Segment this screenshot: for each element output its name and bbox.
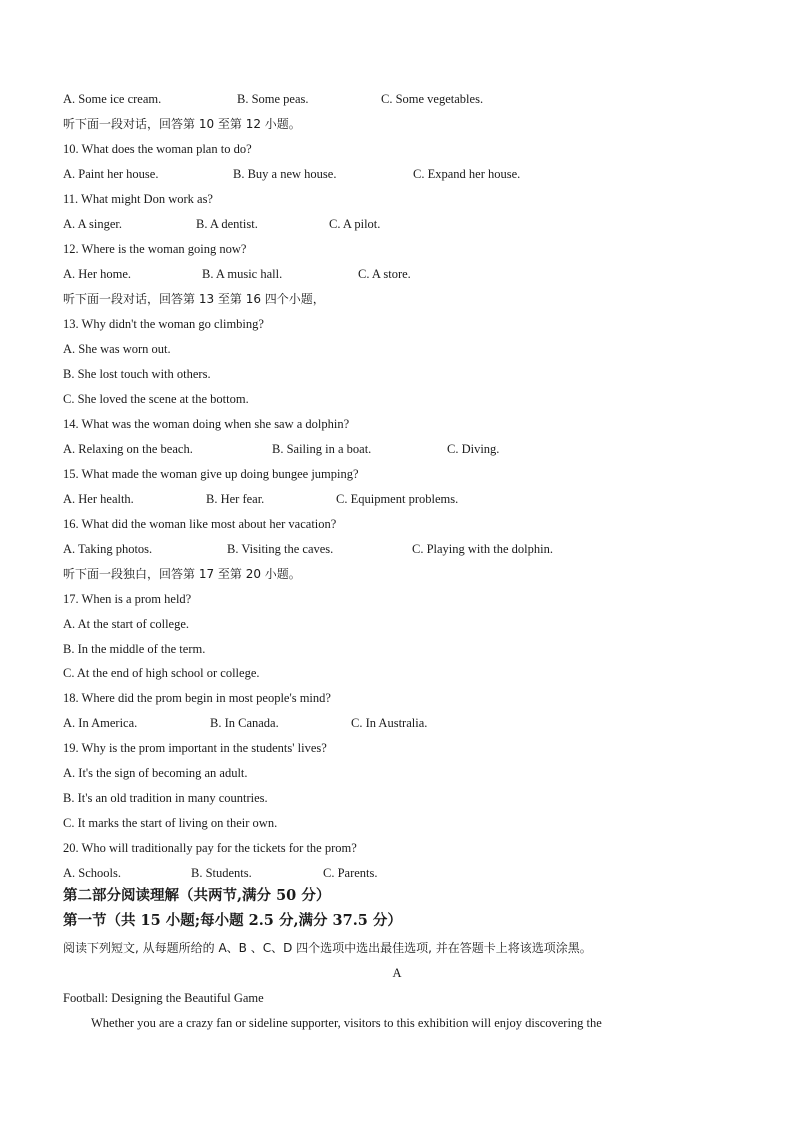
q20-question: 20. Who will traditionally pay for the tickets for the prom? — [63, 841, 357, 855]
q20-option-c: C. Parents. — [323, 866, 378, 880]
q19-option-b: B. It's an old tradition in many countries. — [63, 791, 268, 805]
q12-question: 12. Where is the woman going now? — [63, 242, 247, 256]
q17-question: 17. When is a prom held? — [63, 592, 192, 606]
q18-question: 18. Where did the prom begin in most people's mind? — [63, 691, 331, 705]
q11-option-a: A. A singer. — [63, 217, 123, 231]
q18-option-c: C. In Australia. — [351, 716, 428, 730]
q10-question: 10. What does the woman plan to do? — [63, 142, 252, 156]
q20-options — [63, 865, 378, 881]
q18-option-a: A. In America. — [63, 716, 138, 730]
q18-option-b: B. In Canada. — [210, 716, 279, 730]
passage-first-line: Whether you are a crazy fan or sideline supporter, visitors to this exhibition will enjoy discovering the — [91, 1016, 602, 1030]
q17-option-a: A. At the start of college. — [63, 617, 190, 631]
q15-option-c: C. Equipment problems. — [336, 492, 459, 506]
q16-option-a: A. Taking photos. — [63, 542, 153, 556]
passage-label: A — [392, 966, 402, 980]
q15-question: 15. What made the woman give up doing bungee jumping? — [63, 467, 359, 481]
q9-option-a: A. Some ice cream. — [63, 92, 162, 106]
section-17-20-instruction: 听下面一段独白，回答第 17 至第 20 小题。 — [63, 567, 301, 581]
q9-option-c: C. Some vegetables. — [381, 92, 484, 106]
q13-option-a: A. She was worn out. — [63, 342, 171, 356]
q12-option-a: A. Her home. — [63, 267, 132, 281]
q16-option-c: C. Playing with the dolphin. — [412, 542, 553, 556]
reading-instruction: 阅读下列短文, 从每题所给的 A、B 、C、D 四个选项中选出最佳选项, 并在答题卡上将该选项涂黑。 — [63, 941, 592, 955]
q12-option-b: B. A music hall. — [202, 267, 283, 281]
q14-question: 14. What was the woman doing when she saw a dolphin? — [63, 417, 350, 431]
q9-options — [63, 91, 483, 107]
q17-option-b: B. In the middle of the term. — [63, 642, 206, 656]
q16-options — [63, 541, 553, 557]
part2-title: 第二部分阅读理解（共两节,满分 50 分） — [63, 887, 331, 904]
q13-question: 13. Why didn't the woman go climbing? — [63, 317, 264, 331]
q14-option-b: B. Sailing in a boat. — [272, 442, 372, 456]
q19-option-a: A. It's the sign of becoming an adult. — [63, 766, 248, 780]
q14-option-c: C. Diving. — [447, 442, 500, 456]
q15-option-a: A. Her health. — [63, 492, 134, 506]
q17-option-c: C. At the end of high school or college. — [63, 666, 260, 680]
q20-option-a: A. Schools. — [63, 866, 121, 880]
section1-title: 第一节（共 15 小题;每小题 2.5 分,满分 37.5 分） — [63, 912, 402, 929]
q16-option-b: B. Visiting the caves. — [227, 542, 334, 556]
q15-options — [63, 491, 458, 507]
q18-options — [63, 715, 427, 731]
q11-question: 11. What might Don work as? — [63, 192, 213, 206]
section-13-16-instruction: 听下面一段对话，回答第 13 至第 16 四个小题， — [63, 292, 325, 306]
q15-option-b: B. Her fear. — [206, 492, 265, 506]
q13-option-c: C. She loved the scene at the bottom. — [63, 392, 249, 406]
q10-option-b: B. Buy a new house. — [233, 167, 337, 181]
q10-option-c: C. Expand her house. — [413, 167, 521, 181]
q9-option-b: B. Some peas. — [237, 92, 309, 106]
q11-option-b: B. A dentist. — [196, 217, 258, 231]
q10-options — [63, 166, 520, 182]
q13-option-b: B. She lost touch with others. — [63, 367, 211, 381]
q14-options — [63, 441, 499, 457]
q12-options — [63, 266, 411, 282]
q12-option-c: C. A store. — [358, 267, 411, 281]
section-10-12-instruction: 听下面一段对话，回答第 10 至第 12 小题。 — [63, 117, 301, 131]
q11-option-c: C. A pilot. — [329, 217, 381, 231]
q19-option-c: C. It marks the start of living on their own. — [63, 816, 278, 830]
q10-option-a: A. Paint her house. — [63, 167, 159, 181]
passage-title: Football: Designing the Beautiful Game — [63, 991, 264, 1005]
q14-option-a: A. Relaxing on the beach. — [63, 442, 193, 456]
q11-options — [63, 216, 380, 232]
q16-question: 16. What did the woman like most about her vacation? — [63, 517, 337, 531]
q19-question: 19. Why is the prom important in the students' lives? — [63, 741, 327, 755]
q20-option-b: B. Students. — [191, 866, 252, 880]
